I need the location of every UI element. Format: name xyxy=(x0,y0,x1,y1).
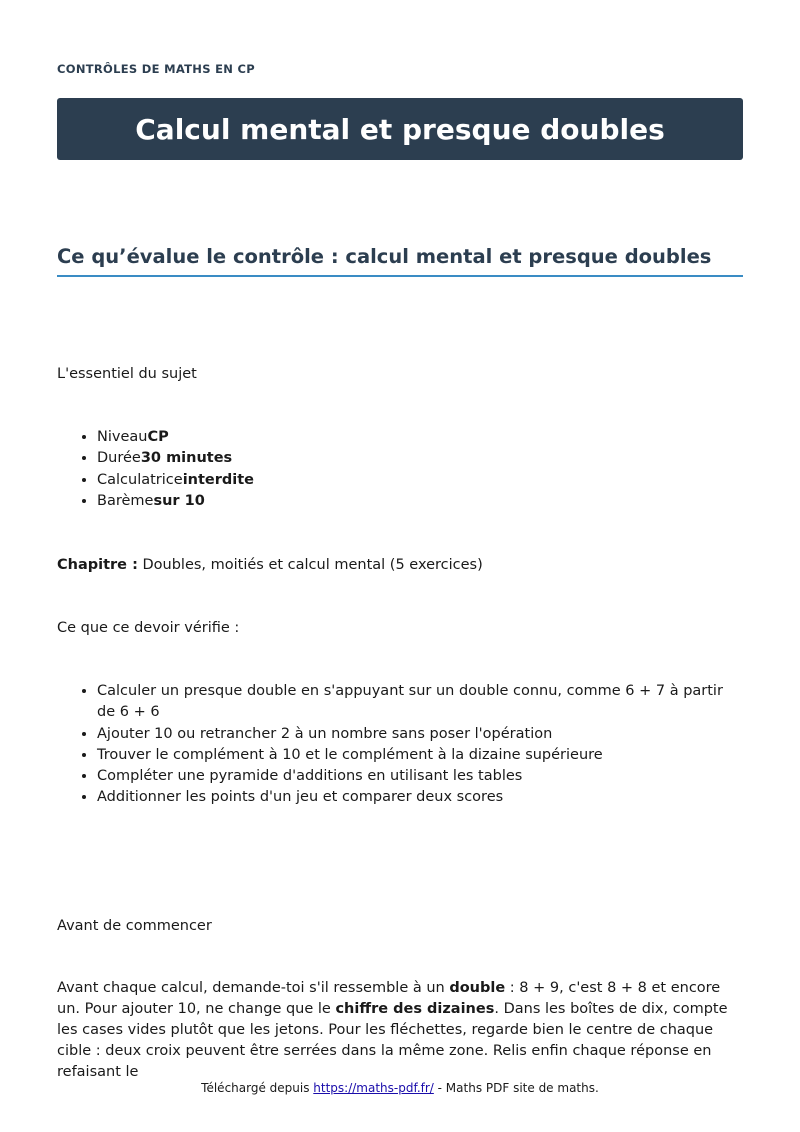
footer-prefix: Téléchargé depuis xyxy=(201,1081,314,1095)
essentiel-list xyxy=(57,427,743,512)
list-item: • Ajouter 10 ou retrancher 2 à un nombre sans poser l'opération xyxy=(97,724,743,745)
item-value: CP xyxy=(147,429,169,445)
page-footer xyxy=(0,1081,800,1095)
footer-suffix: - Maths PDF site de maths. xyxy=(433,1081,599,1095)
item-value: 30 minutes xyxy=(140,450,233,467)
list-item xyxy=(97,491,743,512)
chapitre-text: Doubles, moitiés et calcul mental (5 exercices) xyxy=(137,557,483,573)
bold-run: chiffre des dizaines xyxy=(335,1001,495,1017)
item-value: sur 10 xyxy=(153,492,205,509)
list-item: • Compléter une pyramide d'additions en utilisant les tables xyxy=(97,766,743,787)
list-item xyxy=(97,470,743,491)
section-title: Ce qu’évalue le contrôle : calcul mental et presque doubles xyxy=(57,245,743,277)
chapitre-line xyxy=(57,555,483,576)
chapitre-label: Chapitre : xyxy=(57,557,138,573)
avant-paragraph xyxy=(57,978,743,1080)
title-banner xyxy=(57,98,743,160)
item-value: interdite xyxy=(182,471,255,488)
text-run: : 8 + 9, c'est 8 + 8 et encore un. Pour ajouter 10, ne change que le xyxy=(57,980,721,1017)
page-title: Calcul mental et presque doubles xyxy=(135,112,665,146)
page-kicker: CONTRÔLES DE MATHS EN CP xyxy=(57,62,255,76)
item-label: Niveau xyxy=(97,429,148,445)
verifie-list xyxy=(57,681,743,809)
item-label: Barème xyxy=(97,492,154,509)
bold-run: double xyxy=(449,980,506,996)
text-run: . Dans les boîtes de dix, compte les cases vides plutôt que les jetons. Pour les fléchettes, regarde bien le centre de chaque cible : deux croix peuvent être serrées dans la même zone. Relis enfin chaque réponse en refaisant le xyxy=(57,1001,728,1080)
list-item: • Calculer un presque double en s'appuyant sur un double connu, comme 6 + 7 à partir de 6 + 6 xyxy=(97,681,743,724)
text-run: Avant chaque calcul, demande-toi s'il ressemble à un xyxy=(57,980,450,996)
footer-link[interactable]: https://maths-pdf.fr/ xyxy=(313,1081,434,1095)
item-label: Calculatrice xyxy=(97,471,183,488)
list-item: • Trouver le complément à 10 et le complément à la dizaine supérieure xyxy=(97,745,743,766)
verifie-heading: Ce que ce devoir vérifie : xyxy=(57,620,240,636)
avant-heading: Avant de commencer xyxy=(57,918,212,934)
essentiel-heading: L'essentiel du sujet xyxy=(57,366,197,382)
item-label: Durée xyxy=(97,450,141,467)
list-item xyxy=(97,448,743,469)
list-item: • Additionner les points d'un jeu et comparer deux scores xyxy=(97,787,743,808)
list-item xyxy=(97,427,743,448)
